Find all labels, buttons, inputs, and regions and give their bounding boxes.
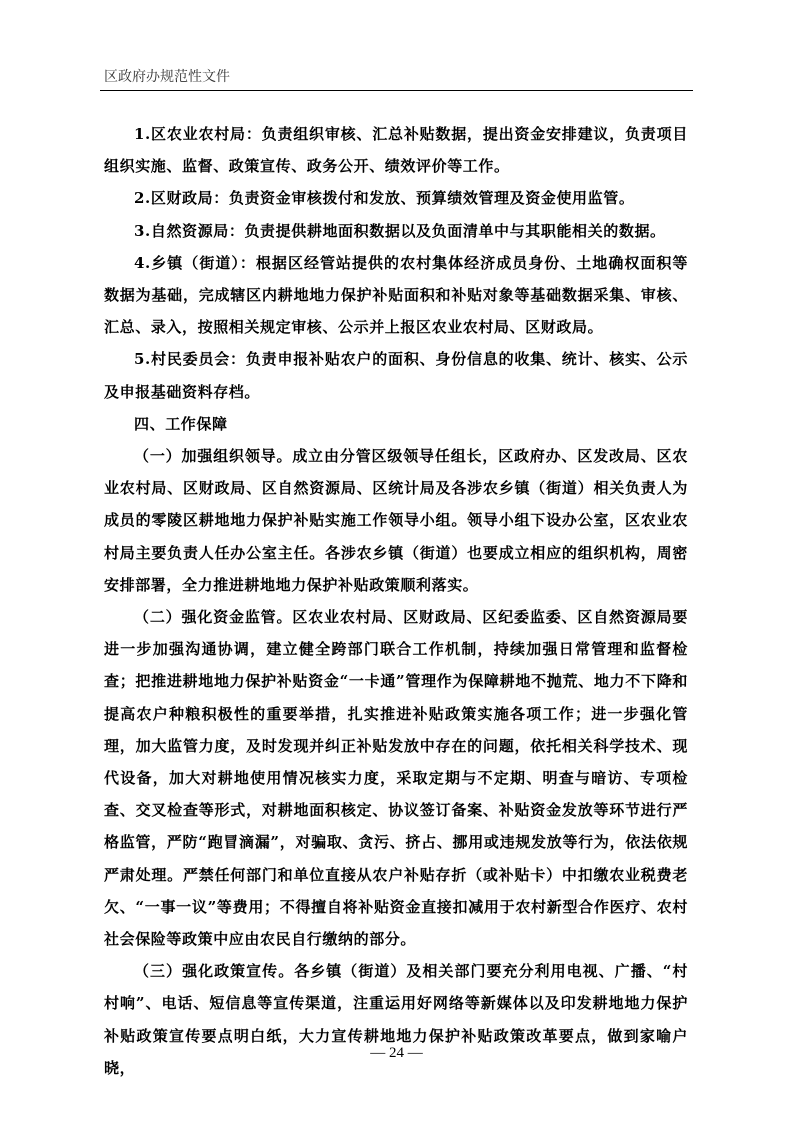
header-divider	[100, 90, 693, 91]
section-paragraph-2: （二）强化资金监管。区农业农村局、区财政局、区纪委监委、区自然资源局要进一步加强沟通协调，建立健全跨部门联合工作机制，持续加强日常管理和监督检查；把推进耕地地力保护补贴资金“一卡通”管理作为保障耕地不抛荒、地力不下降和提高农户种粮积极性的重要举措，扎实推进补贴政策实施各项工作；进一步强化管理，加大监管力度，及时发现并纠正补贴发放中存在的问题，依托相关科学技术、现代设备，加大对耕地使用情况核实力度，采取定期与不定期、明查与暗访、专项检查、交叉检查等形式，对耕地面积核定、协议签订备案、补贴资金发放等环节进行严格监管，严防“跑冒滴漏”，对骗取、贪污、挤占、挪用或违规发放等行为，依法依规严肃处理。严禁任何部门和单位直接从农户补贴存折（或补贴卡）中扣缴农业税费老欠、“一事一议”等费用；不得擅自将补贴资金直接扣减用于农村新型合作医疗、农村社会保险等政策中应由农民自行缴纳的部分。	[104, 608, 688, 949]
section-paragraph-3: （三）强化政策宣传。各乡镇（街道）及相关部门要充分利用电视、广播、“村村响”、电话、短信息等宣传渠道，注重运用好网络等新媒体以及印发耕地地力保护补贴政策宣传要点明白纸，大力宣传耕地地力保护补贴政策改革要点，做到家喻户晓，	[104, 962, 688, 1077]
duty-paragraph-4: 4.乡镇（街道）：根据区经管站提供的农村集体经济成员身份、土地确权面积等数据为基础，完成辖区内耕地地力保护补贴面积和补贴对象等基础数据采集、审核、汇总、录入，按照相关规定审核、公示并上报区农业农村局、区财政局。	[104, 253, 688, 337]
duty-paragraph-1: 1.区农业农村局：负责组织审核、汇总补贴数据，提出资金安排建议，负责项目组织实施、监督、政策宣传、政务公开、绩效评价等工作。	[104, 125, 688, 176]
duty-paragraph-2: 2.区财政局：负责资金审核拨付和发放、预算绩效管理及资金使用监管。	[134, 189, 635, 208]
page-number: — 24 —	[370, 1045, 423, 1061]
document-body	[104, 118, 688, 1084]
duty-paragraph-5: 5.村民委员会：负责申报补贴农户的面积、身份信息的收集、统计、核实、公示及申报基础资料存档。	[104, 350, 688, 401]
section-heading: 四、工作保障	[134, 414, 228, 433]
section-paragraph-1: （一）加强组织领导。成立由分管区级领导任组长，区政府办、区发改局、区农业农村局、区财政局、区自然资源局、区统计局及各涉农乡镇（街道）相关负责人为成员的零陵区耕地地力保护补贴实施工作领导小组。领导小组下设办公室，区农业农村局主要负责人任办公室主任。各涉农乡镇（街道）也要成立相应的组织机构，周密安排部署，全力推进耕地地力保护补贴政策顺利落实。	[104, 447, 688, 594]
duty-paragraph-3: 3.自然资源局：负责提供耕地面积数据以及负面清单中与其职能相关的数据。	[134, 221, 666, 240]
document-header: 区政府办规范性文件	[104, 69, 230, 85]
